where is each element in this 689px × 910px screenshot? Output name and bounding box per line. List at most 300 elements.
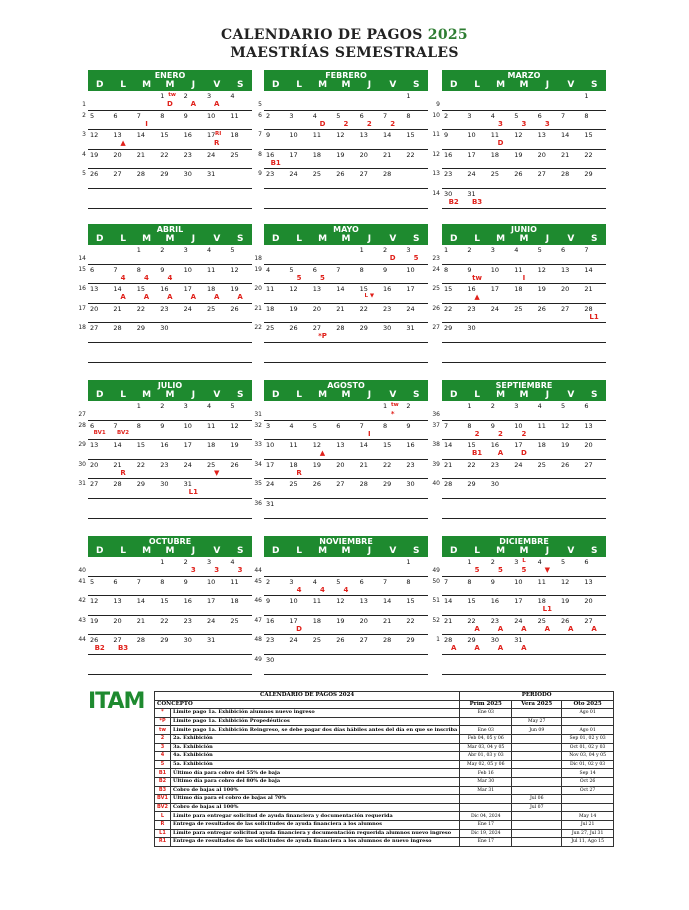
day-cell[interactable] — [111, 284, 134, 303]
day-cell[interactable] — [111, 323, 134, 342]
day-cell[interactable] — [582, 245, 605, 264]
day-cell[interactable] — [135, 150, 158, 169]
day-cell[interactable] — [88, 323, 111, 342]
day-cell[interactable] — [582, 111, 605, 130]
day-cell[interactable] — [465, 245, 488, 264]
day-cell[interactable] — [512, 169, 535, 188]
day-cell[interactable] — [111, 635, 134, 654]
day-cell[interactable] — [135, 440, 158, 459]
day-cell[interactable] — [465, 150, 488, 169]
day-cell[interactable] — [311, 130, 334, 149]
day-cell[interactable] — [512, 265, 535, 284]
day-cell[interactable] — [135, 479, 158, 498]
day-cell[interactable] — [358, 440, 381, 459]
day-cell[interactable] — [559, 616, 582, 635]
day-cell[interactable] — [205, 130, 228, 149]
day-cell[interactable] — [465, 284, 488, 303]
day-cell[interactable] — [404, 265, 427, 284]
day-cell[interactable] — [512, 130, 535, 149]
day-cell[interactable] — [582, 169, 605, 188]
day-cell[interactable] — [228, 150, 251, 169]
day-cell[interactable] — [536, 245, 559, 264]
day-cell[interactable] — [358, 323, 381, 342]
day-cell[interactable] — [465, 169, 488, 188]
day-cell[interactable] — [158, 616, 181, 635]
day-cell[interactable] — [205, 265, 228, 284]
day-cell[interactable] — [111, 421, 134, 440]
day-cell[interactable] — [334, 304, 357, 323]
day-cell[interactable] — [489, 440, 512, 459]
day-cell[interactable] — [442, 169, 465, 188]
day-cell[interactable] — [311, 304, 334, 323]
day-cell[interactable] — [489, 616, 512, 635]
day-cell[interactable] — [135, 596, 158, 615]
day-cell[interactable] — [228, 460, 251, 479]
day-cell[interactable] — [334, 616, 357, 635]
day-cell[interactable] — [404, 284, 427, 303]
day-cell[interactable] — [536, 596, 559, 615]
day-cell[interactable] — [512, 460, 535, 479]
day-cell[interactable] — [205, 150, 228, 169]
day-cell[interactable] — [559, 557, 582, 576]
day-cell[interactable] — [404, 596, 427, 615]
day-cell[interactable] — [228, 130, 251, 149]
day-cell[interactable] — [111, 150, 134, 169]
day-cell[interactable] — [205, 557, 228, 576]
day-cell[interactable] — [358, 460, 381, 479]
day-cell[interactable] — [442, 189, 465, 208]
day-cell[interactable] — [512, 596, 535, 615]
day-cell[interactable] — [228, 557, 251, 576]
day-cell[interactable] — [205, 616, 228, 635]
day-cell[interactable] — [111, 265, 134, 284]
day-cell[interactable] — [381, 440, 404, 459]
day-cell[interactable] — [465, 557, 488, 576]
day-cell[interactable] — [582, 596, 605, 615]
day-cell[interactable] — [489, 265, 512, 284]
day-cell[interactable] — [88, 265, 111, 284]
day-cell[interactable] — [135, 635, 158, 654]
day-cell[interactable] — [582, 150, 605, 169]
day-cell[interactable] — [404, 440, 427, 459]
day-cell[interactable] — [381, 401, 404, 420]
day-cell[interactable] — [536, 616, 559, 635]
day-cell[interactable] — [311, 440, 334, 459]
day-cell[interactable] — [264, 577, 287, 596]
day-cell[interactable] — [404, 557, 427, 576]
day-cell[interactable] — [287, 284, 310, 303]
day-cell[interactable] — [264, 169, 287, 188]
day-cell[interactable] — [512, 616, 535, 635]
day-cell[interactable] — [287, 169, 310, 188]
day-cell[interactable] — [111, 169, 134, 188]
day-cell[interactable] — [358, 111, 381, 130]
day-cell[interactable] — [135, 616, 158, 635]
day-cell[interactable] — [442, 245, 465, 264]
day-cell[interactable] — [559, 169, 582, 188]
day-cell[interactable] — [358, 479, 381, 498]
day-cell[interactable] — [358, 421, 381, 440]
day-cell[interactable] — [334, 169, 357, 188]
day-cell[interactable] — [228, 284, 251, 303]
day-cell[interactable] — [264, 421, 287, 440]
day-cell[interactable] — [559, 130, 582, 149]
day-cell[interactable] — [334, 150, 357, 169]
day-cell[interactable] — [135, 304, 158, 323]
day-cell[interactable] — [559, 460, 582, 479]
day-cell[interactable] — [158, 130, 181, 149]
day-cell[interactable] — [205, 245, 228, 264]
day-cell[interactable] — [512, 245, 535, 264]
day-cell[interactable] — [512, 421, 535, 440]
day-cell[interactable] — [404, 150, 427, 169]
day-cell[interactable] — [311, 616, 334, 635]
day-cell[interactable] — [287, 111, 310, 130]
day-cell[interactable] — [559, 111, 582, 130]
day-cell[interactable] — [465, 189, 488, 208]
day-cell[interactable] — [358, 635, 381, 654]
day-cell[interactable] — [111, 596, 134, 615]
day-cell[interactable] — [88, 635, 111, 654]
day-cell[interactable] — [228, 596, 251, 615]
day-cell[interactable] — [442, 479, 465, 498]
day-cell[interactable] — [334, 111, 357, 130]
day-cell[interactable] — [381, 169, 404, 188]
day-cell[interactable] — [489, 304, 512, 323]
day-cell[interactable] — [404, 91, 427, 110]
day-cell[interactable] — [334, 440, 357, 459]
day-cell[interactable] — [489, 130, 512, 149]
day-cell[interactable] — [582, 91, 605, 110]
day-cell[interactable] — [205, 460, 228, 479]
day-cell[interactable] — [465, 440, 488, 459]
day-cell[interactable] — [381, 323, 404, 342]
day-cell[interactable] — [111, 616, 134, 635]
day-cell[interactable] — [111, 304, 134, 323]
day-cell[interactable] — [489, 150, 512, 169]
day-cell[interactable] — [287, 616, 310, 635]
day-cell[interactable] — [264, 460, 287, 479]
day-cell[interactable] — [182, 421, 205, 440]
day-cell[interactable] — [381, 304, 404, 323]
day-cell[interactable] — [182, 557, 205, 576]
day-cell[interactable] — [264, 111, 287, 130]
day-cell[interactable] — [582, 616, 605, 635]
day-cell[interactable] — [287, 577, 310, 596]
day-cell[interactable] — [264, 284, 287, 303]
day-cell[interactable] — [311, 265, 334, 284]
day-cell[interactable] — [489, 401, 512, 420]
day-cell[interactable] — [381, 284, 404, 303]
day-cell[interactable] — [465, 323, 488, 342]
day-cell[interactable] — [536, 401, 559, 420]
day-cell[interactable] — [135, 130, 158, 149]
day-cell[interactable] — [489, 169, 512, 188]
day-cell[interactable] — [536, 130, 559, 149]
day-cell[interactable] — [182, 635, 205, 654]
day-cell[interactable] — [182, 284, 205, 303]
day-cell[interactable] — [381, 479, 404, 498]
day-cell[interactable] — [358, 265, 381, 284]
day-cell[interactable] — [135, 460, 158, 479]
day-cell[interactable] — [264, 596, 287, 615]
day-cell[interactable] — [264, 265, 287, 284]
day-cell[interactable] — [135, 284, 158, 303]
day-cell[interactable] — [182, 304, 205, 323]
day-cell[interactable] — [158, 265, 181, 284]
day-cell[interactable] — [465, 111, 488, 130]
day-cell[interactable] — [205, 284, 228, 303]
day-cell[interactable] — [182, 265, 205, 284]
day-cell[interactable] — [465, 130, 488, 149]
day-cell[interactable] — [489, 557, 512, 576]
day-cell[interactable] — [442, 635, 465, 654]
day-cell[interactable] — [88, 284, 111, 303]
day-cell[interactable] — [512, 284, 535, 303]
day-cell[interactable] — [381, 265, 404, 284]
day-cell[interactable] — [88, 169, 111, 188]
day-cell[interactable] — [88, 150, 111, 169]
day-cell[interactable] — [135, 265, 158, 284]
day-cell[interactable] — [158, 460, 181, 479]
day-cell[interactable] — [311, 169, 334, 188]
day-cell[interactable] — [582, 130, 605, 149]
day-cell[interactable] — [334, 421, 357, 440]
day-cell[interactable] — [559, 284, 582, 303]
day-cell[interactable] — [135, 421, 158, 440]
day-cell[interactable] — [264, 440, 287, 459]
day-cell[interactable] — [489, 479, 512, 498]
day-cell[interactable] — [88, 421, 111, 440]
day-cell[interactable] — [334, 479, 357, 498]
day-cell[interactable] — [228, 440, 251, 459]
day-cell[interactable] — [442, 421, 465, 440]
day-cell[interactable] — [442, 265, 465, 284]
day-cell[interactable] — [311, 111, 334, 130]
day-cell[interactable] — [381, 130, 404, 149]
day-cell[interactable] — [582, 577, 605, 596]
day-cell[interactable] — [287, 130, 310, 149]
day-cell[interactable] — [311, 460, 334, 479]
day-cell[interactable] — [442, 460, 465, 479]
day-cell[interactable] — [465, 479, 488, 498]
day-cell[interactable] — [536, 150, 559, 169]
day-cell[interactable] — [334, 323, 357, 342]
day-cell[interactable] — [111, 111, 134, 130]
day-cell[interactable] — [465, 616, 488, 635]
day-cell[interactable] — [381, 616, 404, 635]
day-cell[interactable] — [135, 245, 158, 264]
day-cell[interactable] — [358, 284, 381, 303]
day-cell[interactable] — [182, 169, 205, 188]
day-cell[interactable] — [135, 401, 158, 420]
day-cell[interactable] — [334, 265, 357, 284]
day-cell[interactable] — [512, 150, 535, 169]
day-cell[interactable] — [182, 596, 205, 615]
day-cell[interactable] — [442, 150, 465, 169]
day-cell[interactable] — [135, 323, 158, 342]
day-cell[interactable] — [182, 111, 205, 130]
day-cell[interactable] — [465, 596, 488, 615]
day-cell[interactable] — [334, 130, 357, 149]
day-cell[interactable] — [287, 635, 310, 654]
day-cell[interactable] — [489, 111, 512, 130]
day-cell[interactable] — [559, 596, 582, 615]
day-cell[interactable] — [334, 284, 357, 303]
day-cell[interactable] — [264, 323, 287, 342]
day-cell[interactable] — [228, 421, 251, 440]
day-cell[interactable] — [205, 91, 228, 110]
day-cell[interactable] — [334, 596, 357, 615]
day-cell[interactable] — [205, 421, 228, 440]
day-cell[interactable] — [582, 284, 605, 303]
day-cell[interactable] — [465, 635, 488, 654]
day-cell[interactable] — [205, 577, 228, 596]
day-cell[interactable] — [334, 460, 357, 479]
day-cell[interactable] — [334, 635, 357, 654]
day-cell[interactable] — [88, 616, 111, 635]
day-cell[interactable] — [358, 169, 381, 188]
day-cell[interactable] — [512, 111, 535, 130]
day-cell[interactable] — [311, 150, 334, 169]
day-cell[interactable] — [358, 245, 381, 264]
day-cell[interactable] — [182, 577, 205, 596]
day-cell[interactable] — [489, 284, 512, 303]
day-cell[interactable] — [358, 577, 381, 596]
day-cell[interactable] — [404, 304, 427, 323]
day-cell[interactable] — [358, 616, 381, 635]
day-cell[interactable] — [442, 323, 465, 342]
day-cell[interactable] — [182, 440, 205, 459]
day-cell[interactable] — [512, 635, 535, 654]
day-cell[interactable] — [465, 421, 488, 440]
day-cell[interactable] — [88, 130, 111, 149]
day-cell[interactable] — [442, 111, 465, 130]
day-cell[interactable] — [158, 284, 181, 303]
day-cell[interactable] — [287, 596, 310, 615]
day-cell[interactable] — [182, 245, 205, 264]
day-cell[interactable] — [512, 440, 535, 459]
day-cell[interactable] — [311, 577, 334, 596]
day-cell[interactable] — [536, 169, 559, 188]
day-cell[interactable] — [381, 577, 404, 596]
day-cell[interactable] — [264, 150, 287, 169]
day-cell[interactable] — [465, 577, 488, 596]
day-cell[interactable] — [88, 460, 111, 479]
day-cell[interactable] — [582, 265, 605, 284]
day-cell[interactable] — [381, 245, 404, 264]
day-cell[interactable] — [404, 323, 427, 342]
day-cell[interactable] — [88, 596, 111, 615]
day-cell[interactable] — [536, 577, 559, 596]
day-cell[interactable] — [111, 460, 134, 479]
day-cell[interactable] — [311, 421, 334, 440]
day-cell[interactable] — [287, 460, 310, 479]
day-cell[interactable] — [228, 304, 251, 323]
day-cell[interactable] — [158, 557, 181, 576]
day-cell[interactable] — [158, 479, 181, 498]
day-cell[interactable] — [536, 284, 559, 303]
day-cell[interactable] — [442, 304, 465, 323]
day-cell[interactable] — [559, 304, 582, 323]
day-cell[interactable] — [88, 304, 111, 323]
day-cell[interactable] — [404, 577, 427, 596]
day-cell[interactable] — [381, 460, 404, 479]
day-cell[interactable] — [158, 150, 181, 169]
day-cell[interactable] — [404, 245, 427, 264]
day-cell[interactable] — [404, 111, 427, 130]
day-cell[interactable] — [489, 421, 512, 440]
day-cell[interactable] — [88, 440, 111, 459]
day-cell[interactable] — [135, 169, 158, 188]
day-cell[interactable] — [582, 304, 605, 323]
day-cell[interactable] — [264, 616, 287, 635]
day-cell[interactable] — [582, 557, 605, 576]
day-cell[interactable] — [287, 304, 310, 323]
day-cell[interactable] — [536, 304, 559, 323]
day-cell[interactable] — [264, 479, 287, 498]
day-cell[interactable] — [264, 499, 287, 518]
day-cell[interactable] — [442, 130, 465, 149]
day-cell[interactable] — [228, 91, 251, 110]
day-cell[interactable] — [228, 111, 251, 130]
day-cell[interactable] — [158, 304, 181, 323]
day-cell[interactable] — [264, 304, 287, 323]
day-cell[interactable] — [358, 596, 381, 615]
day-cell[interactable] — [358, 150, 381, 169]
day-cell[interactable] — [404, 460, 427, 479]
day-cell[interactable] — [358, 304, 381, 323]
day-cell[interactable] — [111, 479, 134, 498]
day-cell[interactable] — [536, 557, 559, 576]
day-cell[interactable] — [158, 596, 181, 615]
day-cell[interactable] — [404, 401, 427, 420]
day-cell[interactable] — [158, 111, 181, 130]
day-cell[interactable] — [205, 440, 228, 459]
day-cell[interactable] — [582, 421, 605, 440]
day-cell[interactable] — [287, 323, 310, 342]
day-cell[interactable] — [287, 150, 310, 169]
day-cell[interactable] — [158, 323, 181, 342]
day-cell[interactable] — [264, 130, 287, 149]
day-cell[interactable] — [489, 577, 512, 596]
day-cell[interactable] — [111, 130, 134, 149]
day-cell[interactable] — [489, 635, 512, 654]
day-cell[interactable] — [381, 635, 404, 654]
day-cell[interactable] — [536, 440, 559, 459]
day-cell[interactable] — [205, 596, 228, 615]
day-cell[interactable] — [465, 265, 488, 284]
day-cell[interactable] — [311, 596, 334, 615]
day-cell[interactable] — [559, 150, 582, 169]
day-cell[interactable] — [465, 460, 488, 479]
day-cell[interactable] — [465, 401, 488, 420]
day-cell[interactable] — [559, 245, 582, 264]
day-cell[interactable] — [228, 245, 251, 264]
day-cell[interactable] — [582, 440, 605, 459]
day-cell[interactable] — [264, 635, 287, 654]
day-cell[interactable] — [465, 304, 488, 323]
day-cell[interactable] — [111, 440, 134, 459]
day-cell[interactable] — [158, 401, 181, 420]
day-cell[interactable] — [158, 577, 181, 596]
day-cell[interactable] — [512, 401, 535, 420]
day-cell[interactable] — [264, 655, 287, 674]
day-cell[interactable] — [182, 616, 205, 635]
day-cell[interactable] — [182, 401, 205, 420]
day-cell[interactable] — [404, 479, 427, 498]
day-cell[interactable] — [228, 616, 251, 635]
